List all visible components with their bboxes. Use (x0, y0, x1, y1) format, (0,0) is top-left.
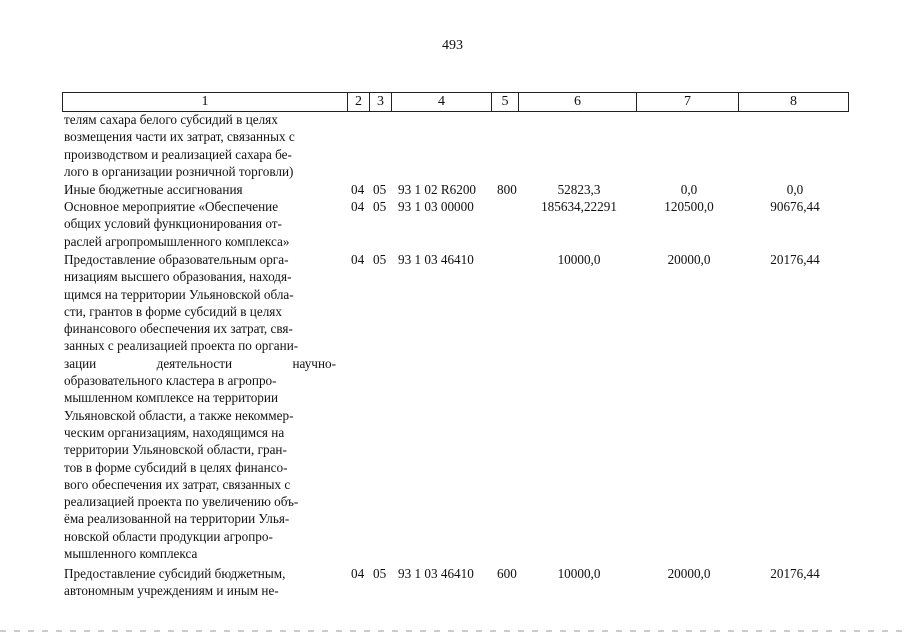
cell-col-6: 185634,22291 (541, 199, 617, 214)
row-text-line: занных с реализацией проекта по органи- (64, 338, 299, 354)
row-text-line: Предоставление субсидий бюджетным, (64, 566, 286, 581)
cell-col-6: 52823,3 (557, 182, 601, 197)
cell-col-4: 93 1 03 46410 (398, 566, 474, 581)
cell-col-4: 93 1 02 R6200 (398, 182, 477, 197)
cell-col-3: 05 (373, 199, 387, 214)
row-text-line: территории Ульяновской области, гран- (64, 442, 287, 458)
row-text-line: телям сахара белого субсидий в целях (64, 112, 278, 127)
cell-col-8: 0,0 (786, 182, 804, 197)
row-text-line: ческим организациям, находящимся на (64, 424, 285, 440)
row-text-line: общих условий функционирования от- (64, 216, 282, 232)
row-text-line: Предоставление образовательным орга- (64, 252, 289, 267)
row-text-line: сти, грантов в форме субсидий в целях (64, 303, 282, 319)
cell-col-5: 800 (497, 182, 517, 197)
cell-col-4: 93 1 03 00000 (398, 199, 474, 214)
cell-col-3: 05 (373, 566, 387, 581)
cell-col-7: 20000,0 (667, 566, 711, 581)
row-text-line: возмещения части их затрат, связанных с (64, 129, 295, 145)
row-text-line: Основное мероприятие «Обеспечение (64, 199, 279, 214)
row-text-line: раслей агропромышленного комплекса» (64, 233, 290, 249)
row-text-line: мышленного комплекса (64, 546, 198, 562)
scan-artifact-line (0, 630, 905, 632)
table-row (64, 565, 336, 600)
cell-col-5: 600 (497, 566, 517, 581)
cell-col-2: 04 (351, 566, 365, 581)
cell-col-6: 10000,0 (557, 566, 601, 581)
cell-col-3: 05 (373, 182, 387, 197)
row-text-line: финансового обеспечения их затрат, свя- (64, 321, 293, 337)
header-col-7: 7 (637, 93, 739, 112)
cell-col-4: 93 1 03 46410 (398, 252, 474, 267)
row-text-line: автономным учреждениям и иным не- (64, 583, 279, 599)
table-row (64, 111, 336, 180)
header-col-5: 5 (492, 93, 519, 112)
cell-col-2: 04 (351, 199, 365, 214)
row-text-line: лого в организации розничной торговли) (64, 163, 294, 179)
cell-col-3: 05 (373, 252, 387, 267)
row-text-line: ёма реализованной на территории Улья- (64, 511, 290, 527)
row-text-line: производством и реализацией сахара бе- (64, 146, 292, 162)
header-col-6: 6 (519, 93, 637, 112)
row-text-line: вого обеспечения их затрат, связанных с (64, 476, 291, 492)
row-text-line: Ульяновской области, а также некоммер- (64, 407, 294, 423)
row-text-line: образовательного кластера в агропро- (64, 373, 277, 389)
row-text-line: Иные бюджетные ассигнования (64, 182, 243, 197)
row-text-line: щимся на территории Ульяновской обла- (64, 286, 294, 302)
header-col-3: 3 (370, 93, 392, 112)
header-col-1: 1 (63, 93, 348, 112)
cell-col-2: 04 (351, 252, 365, 267)
table-row (64, 198, 336, 250)
table-row (64, 181, 336, 198)
cell-col-7: 0,0 (680, 182, 698, 197)
row-text-line: тов в форме субсидий в целях финансо- (64, 459, 288, 475)
cell-col-8: 20176,44 (770, 566, 820, 581)
cell-col-7: 120500,0 (664, 199, 714, 214)
row-text-line: зации деятельности научно- (64, 355, 336, 371)
row-text-line: низациям высшего образования, находя- (64, 269, 292, 285)
header-col-4: 4 (392, 93, 492, 112)
cell-col-2: 04 (351, 182, 365, 197)
row-text-line: новской области продукции агропро- (64, 528, 273, 544)
cell-col-7: 20000,0 (667, 252, 711, 267)
table-row (64, 251, 336, 562)
header-col-2: 2 (348, 93, 370, 112)
cell-col-8: 90676,44 (770, 199, 820, 214)
row-text-line: реализацией проекта по увеличению объ- (64, 494, 299, 510)
header-col-8: 8 (739, 93, 849, 112)
table-header (62, 92, 849, 112)
cell-col-6: 10000,0 (557, 252, 601, 267)
cell-col-8: 20176,44 (770, 252, 820, 267)
page-number: 493 (442, 38, 463, 53)
row-text-line: мышленном комплексе на территории (64, 390, 279, 406)
